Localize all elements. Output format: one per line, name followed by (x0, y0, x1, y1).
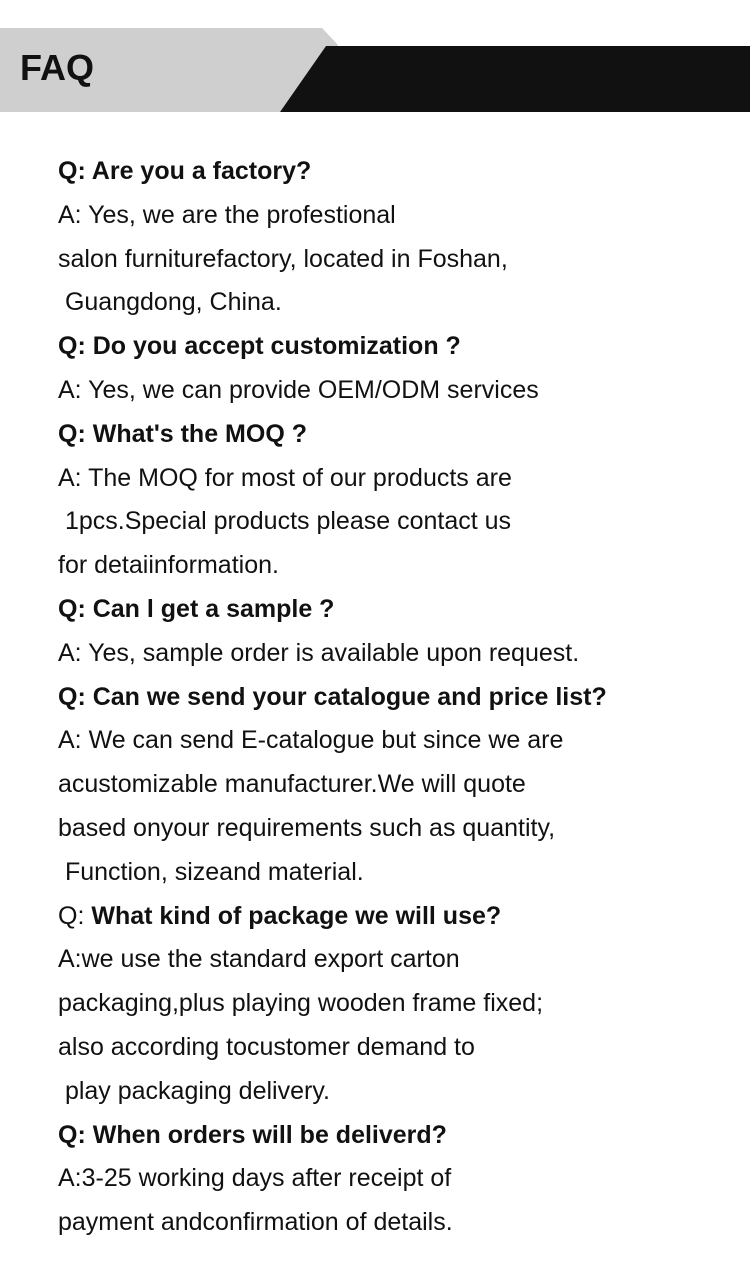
faq-answer-line: based onyour requirements such as quantity, (58, 813, 556, 842)
faq-answer-line: A:we use the standard export carton (58, 945, 460, 974)
faq-answer-line: A: The MOQ for most of our products are (58, 463, 512, 492)
faq-question: Q: Are you a factory? (58, 157, 312, 185)
faq-question-prefix: Q: (58, 901, 92, 930)
faq-question: Q: Can we send your catalogue and price list? (58, 682, 607, 711)
faq-question: Q: When orders will be deliverd? (58, 1120, 447, 1149)
header-dark-band (280, 46, 750, 112)
faq-answer-line: A: Yes, we are the profestional (58, 200, 396, 229)
faq-answer-line: A: Yes, we can provide OEM/ODM services (58, 375, 539, 404)
faq-answer-line: play packaging delivery. (58, 1076, 330, 1105)
faq-answer-line: payment andconfirmation of details. (58, 1208, 453, 1237)
faq-answer-line: for detaiinformation. (58, 551, 279, 580)
faq-answer-line: packaging,plus playing wooden frame fixed; (58, 989, 544, 1018)
faq-question: Q: Do you accept customization ? (58, 332, 461, 361)
faq-header-banner (0, 28, 750, 112)
faq-answer-line: A: We can send E-catalogue but since we are (58, 726, 564, 755)
faq-question: Q: What's the MOQ ? (58, 419, 307, 448)
faq-answer-line: acustomizable manufacturer.We will quote (58, 770, 526, 799)
faq-question-text: What kind of package we will use? (91, 901, 502, 930)
faq-list (58, 150, 738, 1245)
faq-answer-line: also according tocustomer demand to (58, 1032, 475, 1061)
faq-question: Q: Can l get a sample ? (58, 594, 335, 623)
faq-question (58, 895, 738, 939)
faq-answer-line: 1pcs.Special products please contact us (58, 507, 512, 536)
faq-answer-line: Function, sizeand material. (58, 857, 364, 886)
faq-answer-line: A:3-25 working days after receipt of (58, 1164, 452, 1193)
header-banner-graphic (0, 28, 750, 112)
faq-title: FAQ (20, 47, 95, 88)
faq-answer-line: A: Yes, sample order is available upon request. (58, 638, 580, 667)
faq-answer-line: salon furniturefactory, located in Foshan, (58, 244, 508, 273)
faq-answer-line: Guangdong, China. (58, 288, 282, 317)
